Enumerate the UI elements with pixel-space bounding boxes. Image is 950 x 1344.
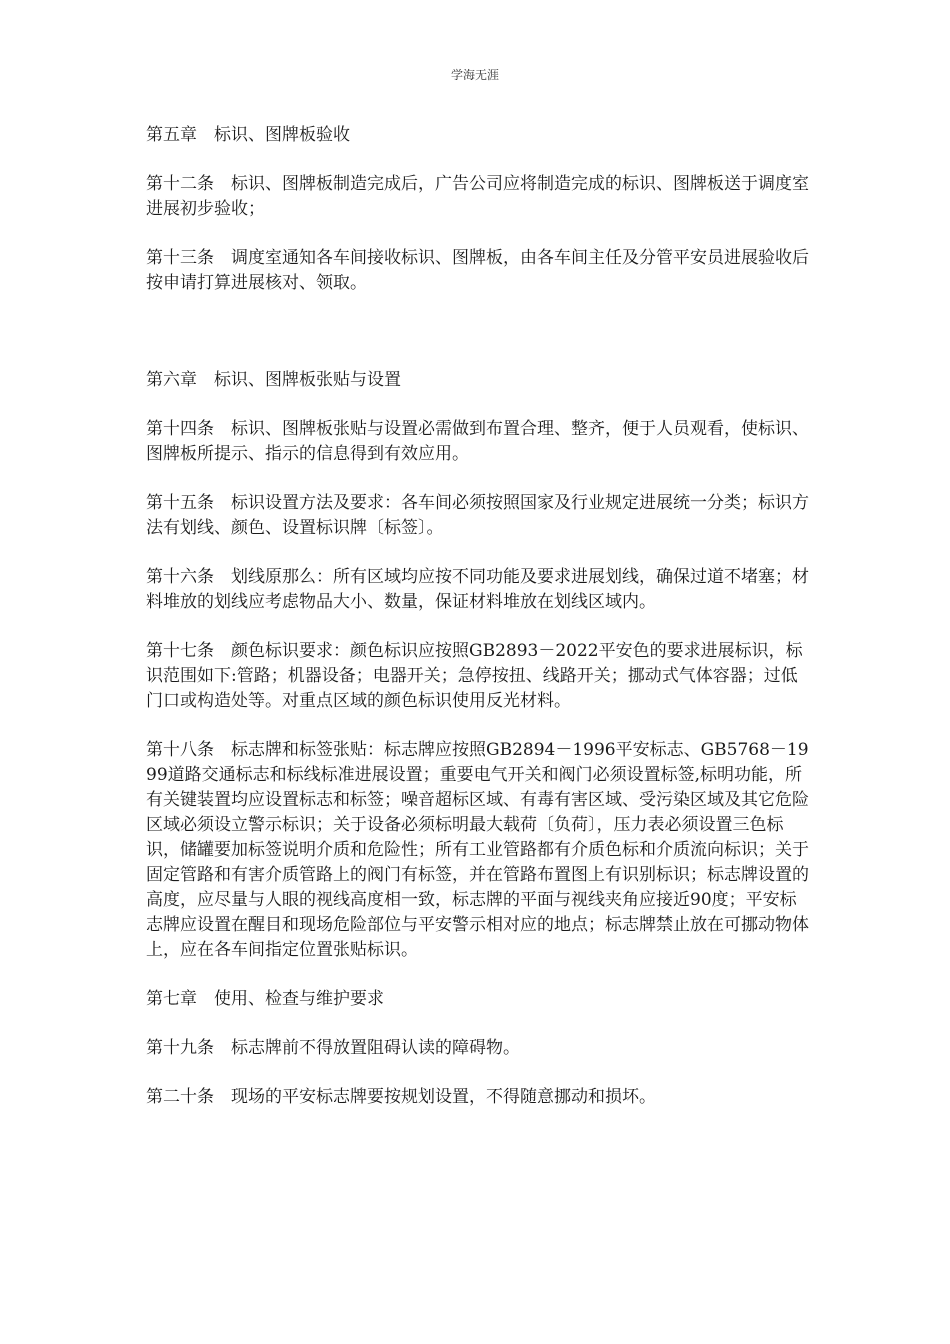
- article-paragraph: [146, 1036, 810, 1061]
- article-paragraph: [146, 172, 810, 222]
- article-label: 第十四条: [146, 419, 214, 439]
- document-body: [146, 123, 810, 1134]
- page-header: 学海无涯: [450, 68, 499, 82]
- article-paragraph: [146, 565, 810, 615]
- article-paragraph: [146, 246, 810, 296]
- article-label: 第十二条: [146, 174, 214, 194]
- article-text: 标识、图牌板制造完成后，广告公司应将制造完成的标识、图牌板送于调度室进展初步验收；: [146, 174, 809, 219]
- article-text: 标志牌前不得放置阻碍认读的障碍物。: [231, 1038, 520, 1058]
- article-label: 第十九条: [146, 1038, 214, 1058]
- article-text: 标识设置方法及要求：各车间必须按照国家及行业规定进展统一分类；标识方法有划线、颜色、设置标识牌〔标签〕。: [146, 493, 809, 538]
- article-text: 标识、图牌板张贴与设置必需做到布置合理、整齐，便于人员观看，使标识、图牌板所提示、指示的信息得到有效应用。: [146, 419, 809, 464]
- article-label: 第十三条: [146, 248, 214, 268]
- article-text: 调度室通知各车间接收标识、图牌板，由各车间主任及分管平安员进展验收后按申请打算进展核对、领取。: [146, 248, 809, 293]
- article-text: 划线原那么：所有区域均应按不同功能及要求进展划线，确保过道不堵塞；材料堆放的划线应考虑物品大小、数量，保证材料堆放在划线区域内。: [146, 567, 809, 612]
- chapter-heading: 第七章 使用、检查与维护要求: [146, 989, 384, 1009]
- article-text: 标志牌和标签张贴：标志牌应按照GB2894－1996平安标志、GB5768－1999道路交通标志和标线标准进展设置；重要电气开关和阀门必须设置标签,标明功能，所有关键装置均应设置标志和标签；噪音超标区域、有毒有害区域、受污染区域及其它危险区域必须设立警示标识；关于设备必须标明最大载荷〔负荷〕，压力表必须设置三色标识，储罐要加标签说明介质和危险性；所有工业管路都有介质色标和介质流向标识；关于固定管路和有害介质管路上的阀门有标签，并在管路布置图上有识别标识；标志牌设置的高度，应尽量与人眼的视线高度相一致，标志牌的平面与视线夹角应接近90度；平安标志牌应设置在醒目和现场危险部位与平安警示相对应的地点；标志牌禁止放在可挪动物体上，应在各车间指定位置张贴标识。: [146, 740, 809, 960]
- article-label: 第二十条: [146, 1087, 214, 1107]
- article-label: 第十七条: [146, 641, 214, 661]
- chapter-heading: 第六章 标识、图牌板张贴与设置: [146, 370, 401, 390]
- chapter-heading: 第五章 标识、图牌板验收: [146, 125, 350, 145]
- article-paragraph: [146, 417, 810, 467]
- article-paragraph: [146, 491, 810, 541]
- article-label: 第十六条: [146, 567, 214, 587]
- article-paragraph: [146, 1085, 810, 1110]
- article-label: 第十八条: [146, 740, 214, 760]
- section-spacer: [146, 320, 810, 368]
- article-text: 颜色标识要求：颜色标识应按照GB2893－2022平安色的要求进展标识，标识范围如下:管路；机器设备；电器开关；急停按扭、线路开关；挪动式气体容器；过低门口或构造处等。对重点区域的颜色标识使用反光材料。: [146, 641, 803, 711]
- article-text: 现场的平安标志牌要按规划设置，不得随意挪动和损坏。: [231, 1087, 656, 1107]
- article-paragraph: [146, 738, 810, 963]
- article-label: 第十五条: [146, 493, 214, 513]
- article-paragraph: [146, 639, 810, 714]
